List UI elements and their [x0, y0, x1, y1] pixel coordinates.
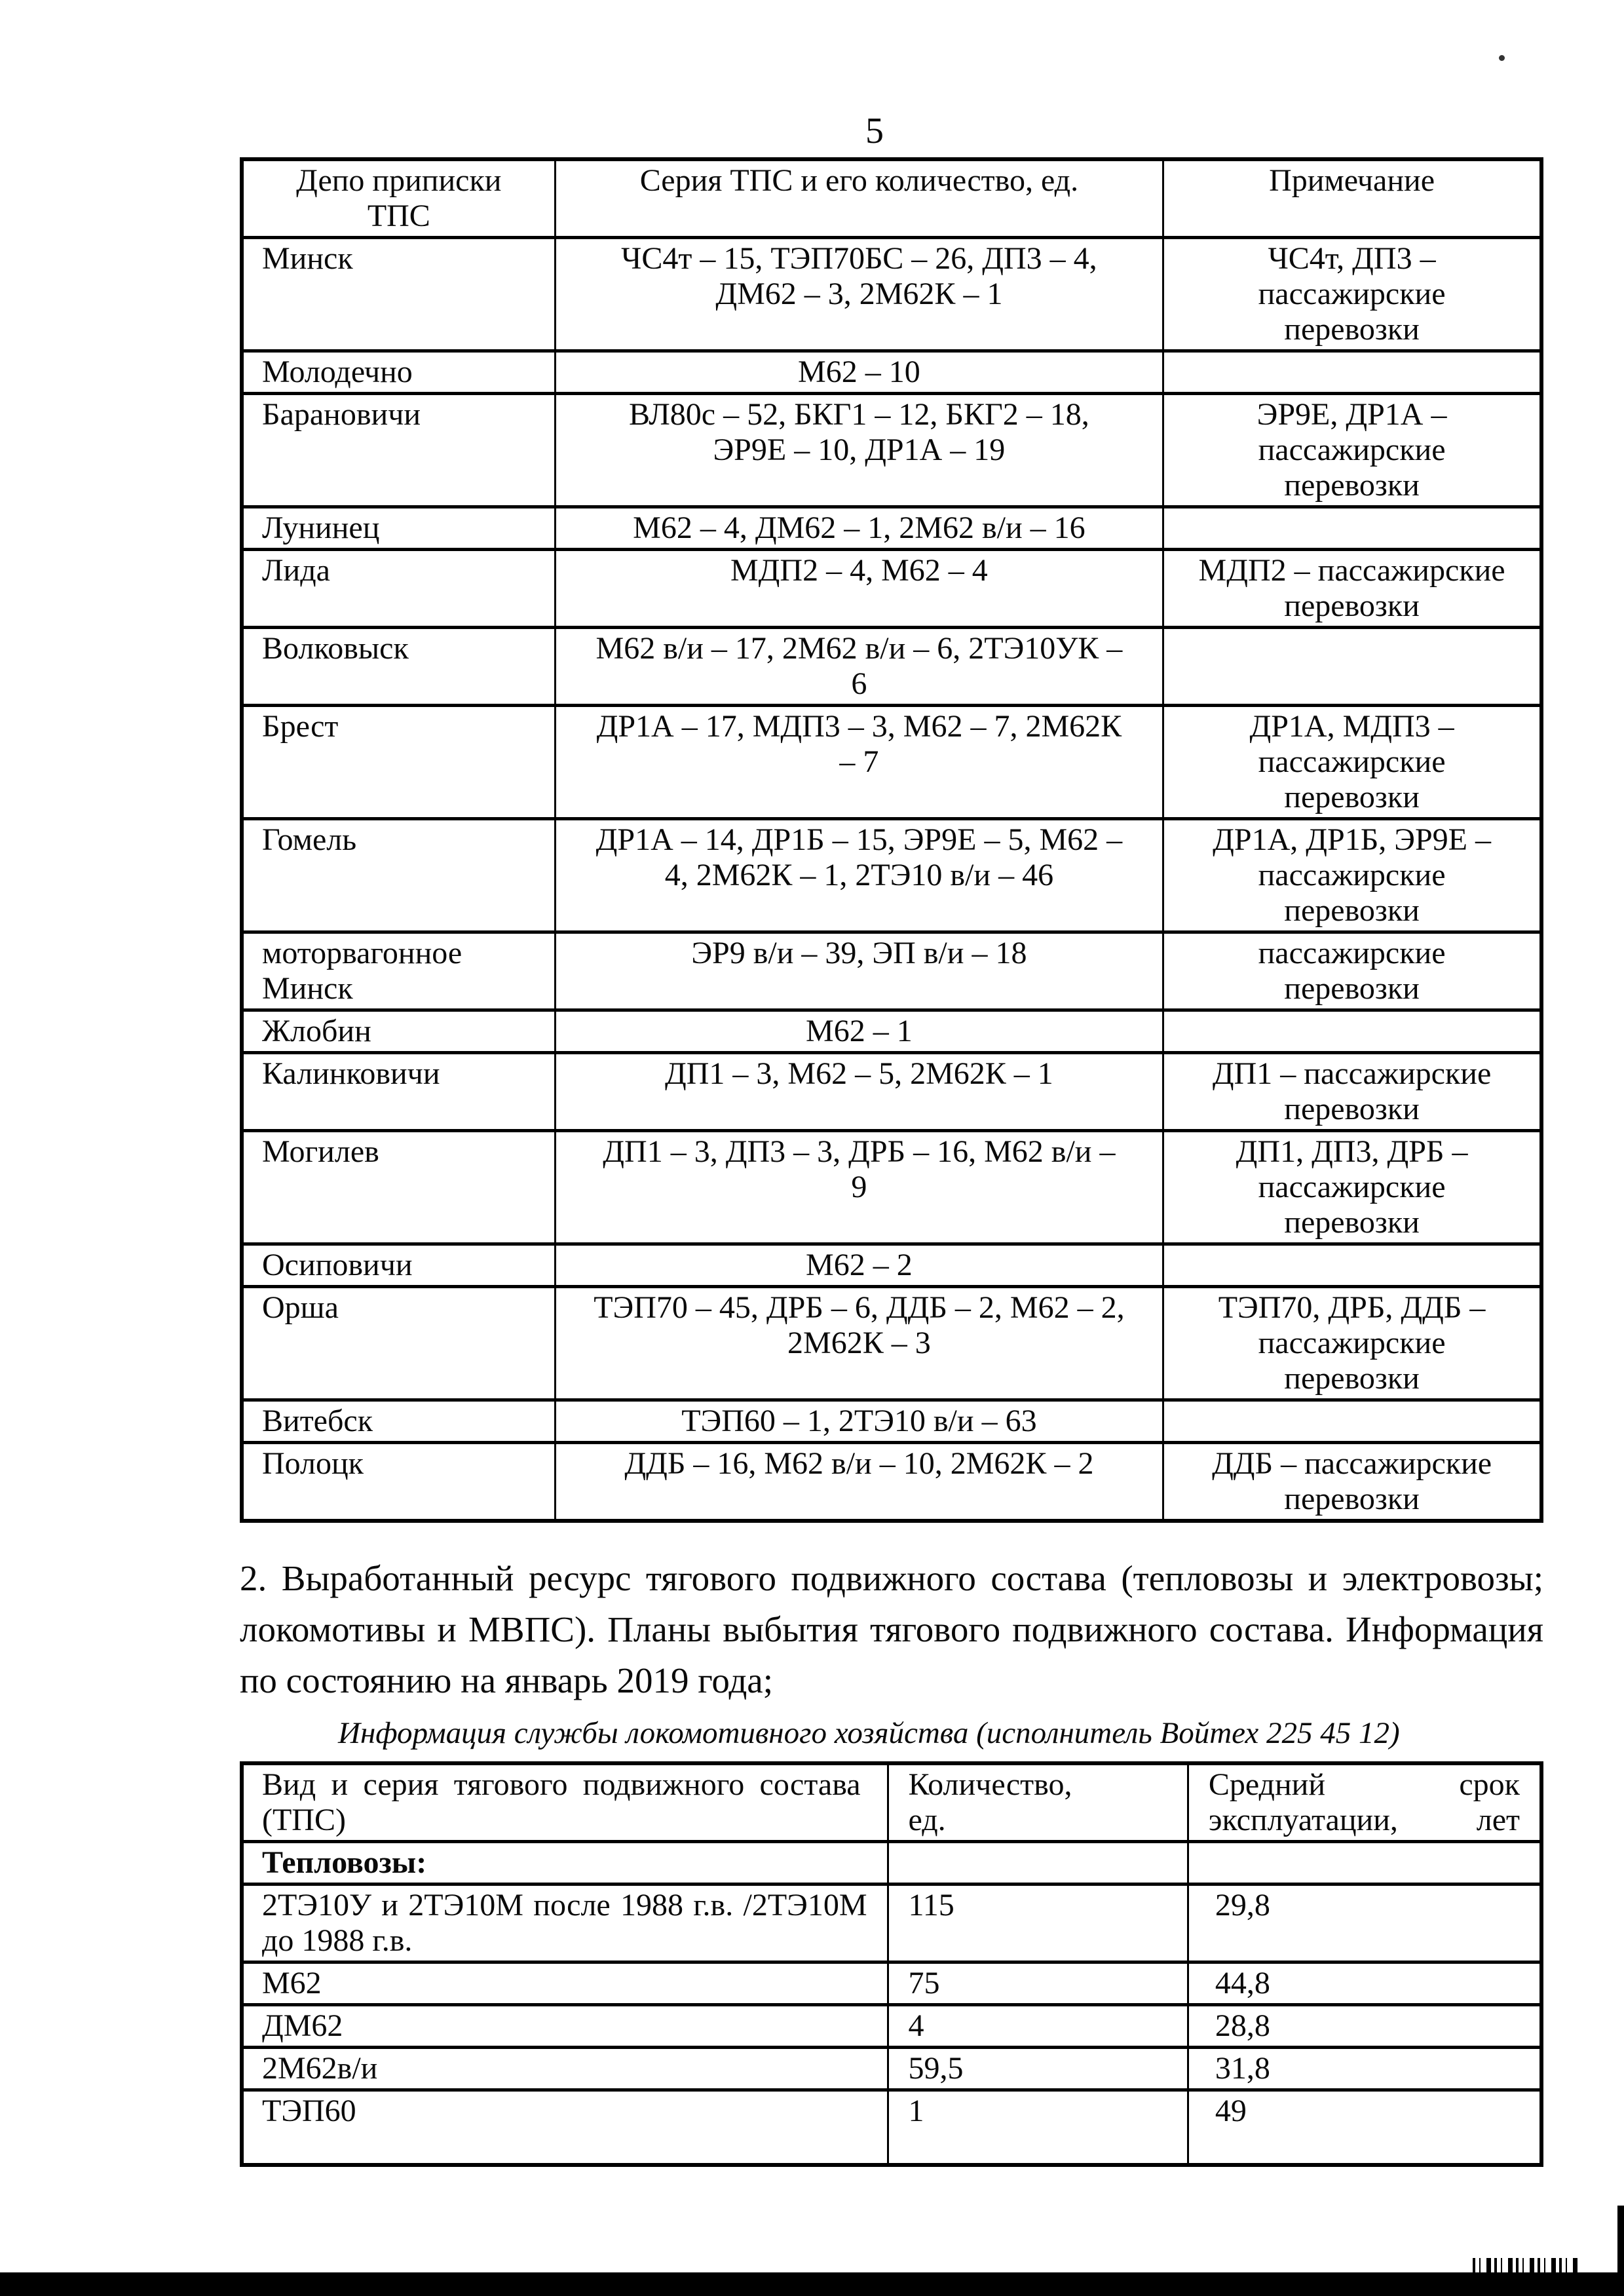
series-cell: ЭР9 в/и – 39, ЭП в/и – 18	[555, 932, 1163, 1010]
type-cell: ДМ62	[242, 2005, 888, 2048]
count-cell: 59,5	[888, 2048, 1188, 2090]
column-header-count: Количество, ед.	[888, 1763, 1188, 1842]
table-row	[242, 1962, 1541, 2005]
bottom-scan-bar	[0, 2272, 1624, 2296]
series-cell: ЧС4т – 15, ТЭП70БС – 26, ДП3 – 4, ДМ62 – 3, 2М62К – 1	[555, 238, 1163, 351]
count-cell	[888, 1842, 1188, 1885]
note-cell: ДДБ – пассажирские перевозки	[1163, 1443, 1541, 1521]
note-cell: ЧС4т, ДП3 – пассажирские перевозки	[1163, 238, 1541, 351]
table-header-row	[242, 1763, 1541, 1842]
depot-cell: Лида	[242, 550, 555, 628]
series-cell: ТЭП70 – 45, ДРБ – 6, ДДБ – 2, М62 – 2, 2М62К – 3	[555, 1287, 1163, 1400]
table-row	[242, 819, 1541, 932]
depot-cell: Витебск	[242, 1400, 555, 1443]
page-content	[240, 157, 1543, 2167]
table-row	[242, 394, 1541, 507]
column-header-note: Примечание	[1163, 159, 1541, 238]
table-row	[242, 1287, 1541, 1400]
depot-cell: Лунинец	[242, 507, 555, 550]
table-row	[242, 351, 1541, 394]
depot-cell: Брест	[242, 706, 555, 819]
table-row	[242, 706, 1541, 819]
table-row	[242, 1131, 1541, 1244]
note-cell	[1163, 1244, 1541, 1287]
depot-cell: Полоцк	[242, 1443, 555, 1521]
table-row	[242, 2090, 1541, 2166]
series-cell: ДР1А – 17, МДП3 – 3, М62 – 7, 2М62К – 7	[555, 706, 1163, 819]
service-life-cell: 28,8	[1188, 2005, 1541, 2048]
count-cell: 1	[888, 2090, 1188, 2166]
series-cell: М62 – 4, ДМ62 – 1, 2М62 в/и – 16	[555, 507, 1163, 550]
depot-cell: Барановичи	[242, 394, 555, 507]
note-cell	[1163, 1010, 1541, 1053]
table-row	[242, 1010, 1541, 1053]
series-cell: ТЭП60 – 1, 2ТЭ10 в/и – 63	[555, 1400, 1163, 1443]
depot-cell: Орша	[242, 1287, 555, 1400]
note-cell	[1163, 507, 1541, 550]
barcode-artifact	[1473, 2258, 1580, 2274]
service-life-cell: 49	[1188, 2090, 1541, 2166]
series-cell: ДП1 – 3, ДП3 – 3, ДРБ – 16, М62 в/и – 9	[555, 1131, 1163, 1244]
note-cell	[1163, 628, 1541, 706]
depot-cell: моторвагонное Минск	[242, 932, 555, 1010]
page-number: 5	[865, 111, 884, 151]
count-cell: 115	[888, 1885, 1188, 1962]
table-row	[242, 238, 1541, 351]
service-life-cell: 44,8	[1188, 1962, 1541, 2005]
service-life-cell: 29,8	[1188, 1885, 1541, 1962]
section-paragraph: 2. Выработанный ресурс тягового подвижного состава (тепловозы и электровозы; локомотивы и МВПС). Планы выбытия тягового подвижного состава. Информация по состоянию на январь 2019 года;	[240, 1558, 1543, 1701]
table-row	[242, 1053, 1541, 1131]
section-label: Тепловозы:	[242, 1842, 888, 1885]
series-cell: ДДБ – 16, М62 в/и – 10, 2М62К – 2	[555, 1443, 1163, 1521]
service-life-cell	[1188, 1842, 1541, 1885]
table-row	[242, 1400, 1541, 1443]
column-header-depot: Депо приписки ТПС	[242, 159, 555, 238]
note-cell: ДР1А, ДР1Б, ЭР9Е – пассажирские перевозки	[1163, 819, 1541, 932]
depot-cell: Волковыск	[242, 628, 555, 706]
type-cell: ТЭП60	[242, 2090, 888, 2166]
series-cell: М62 – 1	[555, 1010, 1163, 1053]
note-cell: ДР1А, МДП3 – пассажирские перевозки	[1163, 706, 1541, 819]
depot-cell: Гомель	[242, 819, 555, 932]
source-note: Информация службы локомотивного хозяйства (исполнитель Войтех 225 45 12)	[338, 1716, 1400, 1751]
note-cell	[1163, 1400, 1541, 1443]
count-cell: 75	[888, 1962, 1188, 2005]
column-header-service-life: Средний срок эксплуатации, лет	[1188, 1763, 1541, 1842]
note-cell: ЭР9Е, ДР1А – пассажирские перевозки	[1163, 394, 1541, 507]
type-cell: 2ТЭ10У и 2ТЭ10М после 1988 г.в. /2ТЭ10М до 1988 г.в.	[242, 1885, 888, 1962]
depot-cell: Могилев	[242, 1131, 555, 1244]
depot-cell: Молодечно	[242, 351, 555, 394]
depot-cell: Жлобин	[242, 1010, 555, 1053]
note-cell: пассажирские перевозки	[1163, 932, 1541, 1010]
note-cell: ДП1, ДП3, ДРБ – пассажирские перевозки	[1163, 1131, 1541, 1244]
note-cell: ТЭП70, ДРБ, ДДБ – пассажирские перевозки	[1163, 1287, 1541, 1400]
table-row	[242, 1885, 1541, 1962]
table-header-row	[242, 159, 1541, 238]
depot-fleet-table	[240, 157, 1543, 1523]
note-cell: МДП2 – пассажирские перевозки	[1163, 550, 1541, 628]
depot-cell: Калинковичи	[242, 1053, 555, 1131]
series-cell: ДП1 – 3, М62 – 5, 2М62К – 1	[555, 1053, 1163, 1131]
table-row	[242, 932, 1541, 1010]
section-row	[242, 1842, 1541, 1885]
table-row	[242, 628, 1541, 706]
resource-table	[240, 1761, 1543, 2167]
scan-dot-artifact	[1499, 55, 1505, 61]
table-row	[242, 2048, 1541, 2090]
note-cell	[1163, 351, 1541, 394]
series-cell: ДР1А – 14, ДР1Б – 15, ЭР9Е – 5, М62 – 4, 2М62К – 1, 2ТЭ10 в/и – 46	[555, 819, 1163, 932]
series-cell: М62 в/и – 17, 2М62 в/и – 6, 2ТЭ10УК – 6	[555, 628, 1163, 706]
series-cell: М62 – 2	[555, 1244, 1163, 1287]
depot-cell: Осиповичи	[242, 1244, 555, 1287]
count-cell: 4	[888, 2005, 1188, 2048]
column-header-series: Серия ТПС и его количество, ед.	[555, 159, 1163, 238]
service-life-cell: 31,8	[1188, 2048, 1541, 2090]
table-row	[242, 507, 1541, 550]
type-cell: М62	[242, 1962, 888, 2005]
series-cell: МДП2 – 4, М62 – 4	[555, 550, 1163, 628]
column-header-type: Вид и серия тягового подвижного состава (ТПС)	[242, 1763, 888, 1842]
depot-cell: Минск	[242, 238, 555, 351]
note-cell: ДП1 – пассажирские перевозки	[1163, 1053, 1541, 1131]
table-row	[242, 2005, 1541, 2048]
table-row	[242, 550, 1541, 628]
table-row	[242, 1244, 1541, 1287]
series-cell: М62 – 10	[555, 351, 1163, 394]
series-cell: ВЛ80с – 52, БКГ1 – 12, БКГ2 – 18, ЭР9Е – 10, ДР1А – 19	[555, 394, 1163, 507]
table-row	[242, 1443, 1541, 1521]
type-cell: 2М62в/и	[242, 2048, 888, 2090]
